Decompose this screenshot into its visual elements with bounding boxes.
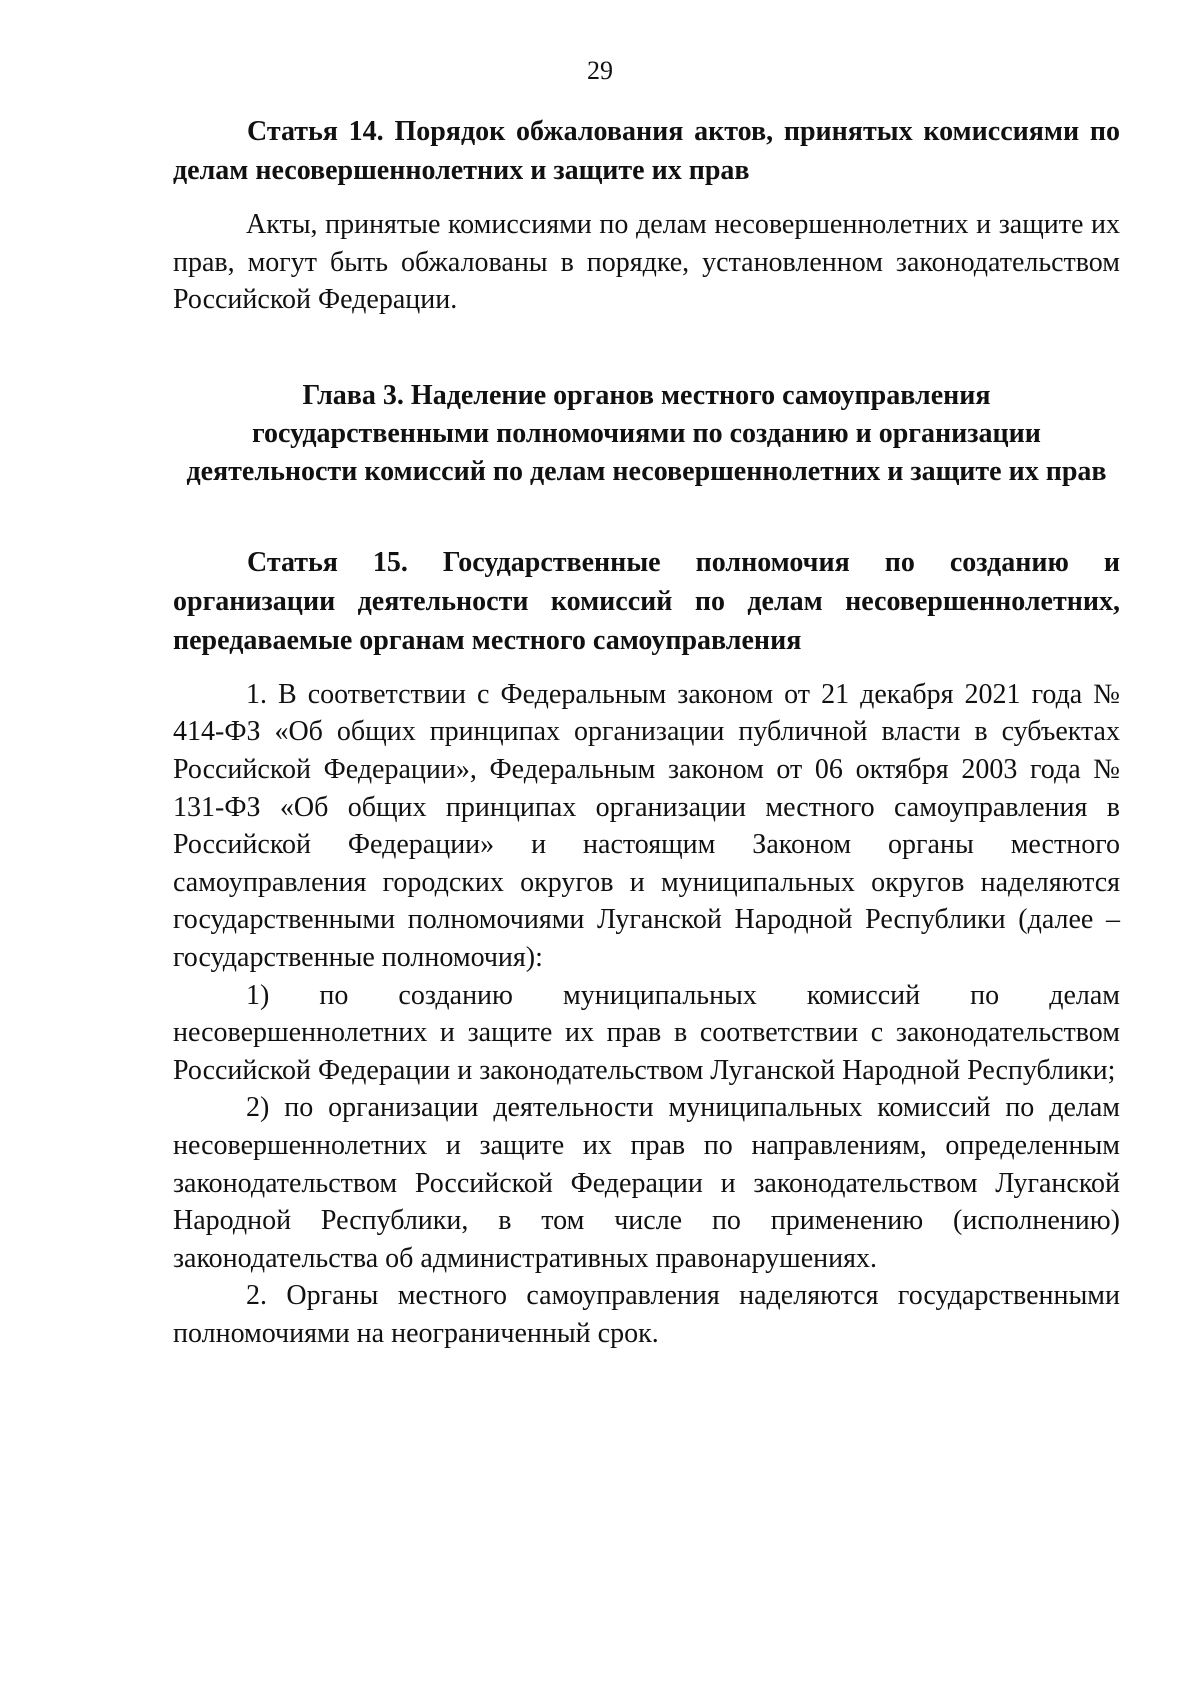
article-15-paragraph-1: 1. В соответствии с Федеральным законом от 21 декабря 2021 года № 414-ФЗ «Об общих принципах организации публичной власти в субъектах Российской Федерации», Федеральным законом от 06 октября 2003 года № 131-ФЗ «Об общих принципах организации местного самоуправления в Российской Федерации» и настоящим Законом органы местного самоуправления городских округов и муниципальных округов наделяются государственными полномочиями Луганской Народной Республики (далее – государственные полномочия): [173, 678, 1120, 973]
chapter-heading-line: деятельности комиссий по делам несовершеннолетних и защите их прав [186, 455, 1107, 487]
page-number: 29 [587, 56, 613, 85]
article-14-paragraph: Акты, принятые комиссиями по делам несовершеннолетних и защите их прав, могут быть обжалованы в порядке, установленном законодательством Российской Федерации. [173, 209, 1120, 316]
article-15-heading: Статья 15. Государственные полномочия по созданию и организации деятельности комиссий по делам несовершеннолетних, передаваемые органам местного самоуправления [173, 546, 1120, 656]
chapter-heading-line: Глава 3. Наделение органов местного самоуправления [302, 379, 991, 411]
article-15-item-2: 2) по организации деятельности муниципальных комиссий по делам несовершеннолетних и защите их прав по направлениям, определенным законодательством Российской Федерации и законодательством Луганской Народной Республики, в том числе по применению (исполнению) законодательства об административных правонарушениях. [173, 1092, 1120, 1274]
article-15-item-1: 1) по созданию муниципальных комиссий по делам несовершеннолетних и защите их прав в соответствии с законодательством Российской Федерации и законодательством Луганской Народной Республики; [173, 979, 1120, 1086]
document-content [173, 112, 1120, 1352]
chapter-3-heading [173, 377, 1120, 491]
article-15-paragraph-2: 2. Органы местного самоуправления наделяются государственными полномочиями на неограниченный срок. [173, 1280, 1120, 1349]
chapter-heading-line: государственными полномочиями по созданию и организации [252, 417, 1041, 449]
article-14-heading: Статья 14. Порядок обжалования актов, принятых комиссиями по делам несовершеннолетних и защите их прав [173, 116, 1120, 186]
